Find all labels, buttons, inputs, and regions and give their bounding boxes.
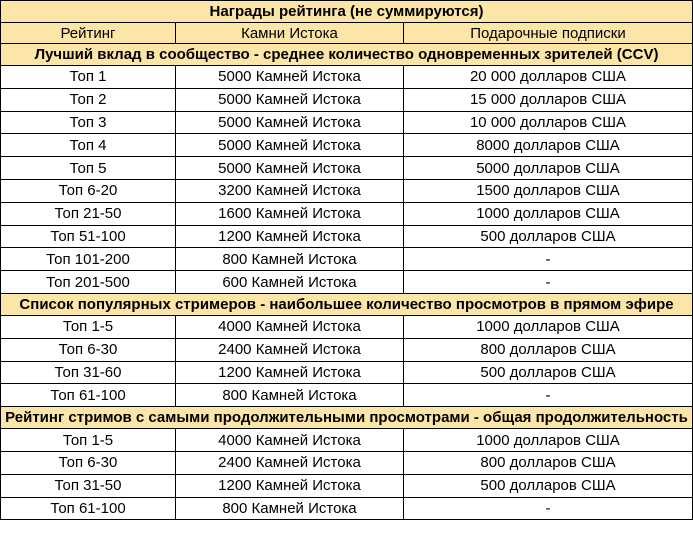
subs-cell: - — [404, 384, 693, 407]
stones-cell: 2400 Камней Истока — [176, 338, 404, 361]
subs-cell: 500 долларов США — [404, 225, 693, 248]
table-row — [1, 66, 693, 89]
stones-cell: 3200 Камней Истока — [176, 179, 404, 202]
rank-cell: Топ 4 — [1, 134, 176, 157]
column-header-subs: Подарочные подписки — [404, 23, 693, 44]
rank-cell: Топ 31-50 — [1, 474, 176, 497]
section-heading: Рейтинг стримов с самыми продолжительными просмотрами - общая продолжительность — [1, 407, 693, 429]
stones-cell: 5000 Камней Истока — [176, 111, 404, 134]
title-row — [1, 1, 693, 23]
table-row — [1, 248, 693, 271]
table-row — [1, 157, 693, 180]
stones-cell: 800 Камней Истока — [176, 384, 404, 407]
rank-cell: Топ 1-5 — [1, 315, 176, 338]
section-heading: Лучший вклад в сообщество - среднее количество одновременных зрителей (CCV) — [1, 44, 693, 66]
rank-cell: Топ 3 — [1, 111, 176, 134]
table-row — [1, 315, 693, 338]
rank-cell: Топ 1-5 — [1, 429, 176, 452]
rank-cell: Топ 6-30 — [1, 338, 176, 361]
subs-cell: - — [404, 248, 693, 271]
column-header-row — [1, 23, 693, 44]
table-row — [1, 429, 693, 452]
table-row — [1, 225, 693, 248]
stones-cell: 4000 Камней Истока — [176, 429, 404, 452]
stones-cell: 1600 Камней Истока — [176, 202, 404, 225]
subs-cell: 1000 долларов США — [404, 429, 693, 452]
table-row — [1, 111, 693, 134]
stones-cell: 1200 Камней Истока — [176, 361, 404, 384]
table-row — [1, 451, 693, 474]
subs-cell: - — [404, 497, 693, 520]
table-row — [1, 361, 693, 384]
table-row — [1, 271, 693, 294]
table-row — [1, 202, 693, 225]
subs-cell: - — [404, 271, 693, 294]
rank-cell: Топ 6-20 — [1, 179, 176, 202]
rank-cell: Топ 61-100 — [1, 384, 176, 407]
table-title: Награды рейтинга (не суммируются) — [1, 1, 693, 23]
stones-cell: 5000 Камней Истока — [176, 157, 404, 180]
stones-cell: 800 Камней Истока — [176, 497, 404, 520]
section-heading: Список популярных стримеров - наибольшее количество просмотров в прямом эфире — [1, 293, 693, 315]
table-row — [1, 497, 693, 520]
table-row — [1, 88, 693, 111]
stones-cell: 800 Камней Истока — [176, 248, 404, 271]
section-row — [1, 44, 693, 66]
subs-cell: 5000 долларов США — [404, 157, 693, 180]
rank-cell: Топ 61-100 — [1, 497, 176, 520]
rank-cell: Топ 5 — [1, 157, 176, 180]
rank-cell: Топ 51-100 — [1, 225, 176, 248]
table-row — [1, 134, 693, 157]
column-header-stones: Камни Истока — [176, 23, 404, 44]
rank-cell: Топ 31-60 — [1, 361, 176, 384]
subs-cell: 8000 долларов США — [404, 134, 693, 157]
subs-cell: 10 000 долларов США — [404, 111, 693, 134]
section-row — [1, 293, 693, 315]
rank-cell: Топ 1 — [1, 66, 176, 89]
stones-cell: 1200 Камней Истока — [176, 225, 404, 248]
subs-cell: 1000 долларов США — [404, 315, 693, 338]
stones-cell: 600 Камней Истока — [176, 271, 404, 294]
subs-cell: 500 долларов США — [404, 361, 693, 384]
rank-cell: Топ 6-30 — [1, 451, 176, 474]
stones-cell: 2400 Камней Истока — [176, 451, 404, 474]
stones-cell: 1200 Камней Истока — [176, 474, 404, 497]
stones-cell: 5000 Камней Истока — [176, 134, 404, 157]
subs-cell: 800 долларов США — [404, 451, 693, 474]
subs-cell: 1000 долларов США — [404, 202, 693, 225]
table-row — [1, 384, 693, 407]
table-row — [1, 474, 693, 497]
subs-cell: 20 000 долларов США — [404, 66, 693, 89]
subs-cell: 15 000 долларов США — [404, 88, 693, 111]
table-row — [1, 338, 693, 361]
subs-cell: 1500 долларов США — [404, 179, 693, 202]
table-row — [1, 179, 693, 202]
rank-cell: Топ 201-500 — [1, 271, 176, 294]
subs-cell: 500 долларов США — [404, 474, 693, 497]
section-row — [1, 407, 693, 429]
stones-cell: 4000 Камней Истока — [176, 315, 404, 338]
rank-cell: Топ 2 — [1, 88, 176, 111]
stones-cell: 5000 Камней Истока — [176, 66, 404, 89]
rank-cell: Топ 21-50 — [1, 202, 176, 225]
rank-cell: Топ 101-200 — [1, 248, 176, 271]
subs-cell: 800 долларов США — [404, 338, 693, 361]
column-header-rank: Рейтинг — [1, 23, 176, 44]
stones-cell: 5000 Камней Истока — [176, 88, 404, 111]
